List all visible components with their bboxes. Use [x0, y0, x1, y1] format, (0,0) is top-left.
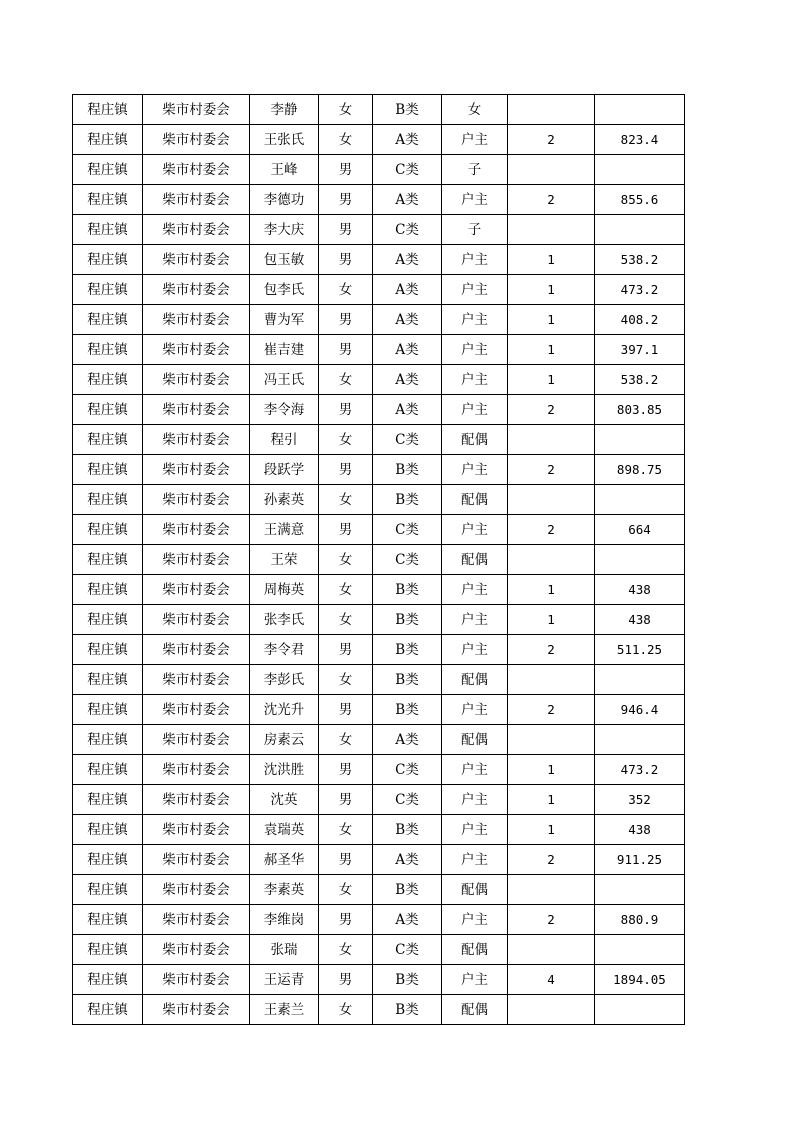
- table-row: [73, 755, 685, 785]
- table-row: [73, 425, 685, 455]
- amount-cell: 438: [595, 575, 685, 605]
- relation-cell: 户主: [442, 305, 508, 335]
- table-row: [73, 785, 685, 815]
- town-cell: 程庄镇: [73, 935, 143, 965]
- amount-cell: [595, 485, 685, 515]
- gender-cell: 女: [319, 485, 373, 515]
- table-row: [73, 905, 685, 935]
- gender-cell: 女: [319, 575, 373, 605]
- amount-cell: [595, 875, 685, 905]
- gender-cell: 女: [319, 365, 373, 395]
- village-cell: 柴市村委会: [143, 905, 250, 935]
- name-cell: 王峰: [250, 155, 319, 185]
- category-cell: B类: [373, 575, 442, 605]
- name-cell: 孙素英: [250, 485, 319, 515]
- town-cell: 程庄镇: [73, 665, 143, 695]
- name-cell: 张李氏: [250, 605, 319, 635]
- category-cell: A类: [373, 245, 442, 275]
- village-cell: 柴市村委会: [143, 425, 250, 455]
- household-size-cell: 1: [508, 575, 595, 605]
- name-cell: 王素兰: [250, 995, 319, 1025]
- relation-cell: 户主: [442, 335, 508, 365]
- amount-cell: [595, 545, 685, 575]
- relation-cell: 户主: [442, 185, 508, 215]
- table-row: [73, 875, 685, 905]
- name-cell: 张瑞: [250, 935, 319, 965]
- amount-cell: 538.2: [595, 245, 685, 275]
- town-cell: 程庄镇: [73, 365, 143, 395]
- category-cell: A类: [373, 275, 442, 305]
- household-size-cell: [508, 725, 595, 755]
- amount-cell: 880.9: [595, 905, 685, 935]
- village-cell: 柴市村委会: [143, 125, 250, 155]
- village-cell: 柴市村委会: [143, 965, 250, 995]
- table-row: [73, 695, 685, 725]
- village-cell: 柴市村委会: [143, 725, 250, 755]
- gender-cell: 男: [319, 155, 373, 185]
- village-cell: 柴市村委会: [143, 935, 250, 965]
- household-size-cell: 2: [508, 395, 595, 425]
- gender-cell: 女: [319, 875, 373, 905]
- relation-cell: 户主: [442, 965, 508, 995]
- table-row: [73, 95, 685, 125]
- name-cell: 包玉敏: [250, 245, 319, 275]
- village-cell: 柴市村委会: [143, 635, 250, 665]
- household-size-cell: 2: [508, 695, 595, 725]
- village-cell: 柴市村委会: [143, 95, 250, 125]
- table-row: [73, 335, 685, 365]
- amount-cell: 473.2: [595, 755, 685, 785]
- gender-cell: 男: [319, 965, 373, 995]
- gender-cell: 男: [319, 335, 373, 365]
- table-row: [73, 125, 685, 155]
- town-cell: 程庄镇: [73, 395, 143, 425]
- amount-cell: [595, 935, 685, 965]
- relation-cell: 户主: [442, 455, 508, 485]
- amount-cell: [595, 995, 685, 1025]
- household-size-cell: [508, 875, 595, 905]
- relation-cell: 配偶: [442, 425, 508, 455]
- relation-cell: 户主: [442, 635, 508, 665]
- relation-cell: 户主: [442, 395, 508, 425]
- amount-cell: 352: [595, 785, 685, 815]
- category-cell: A类: [373, 305, 442, 335]
- amount-cell: [595, 425, 685, 455]
- table-row: [73, 965, 685, 995]
- town-cell: 程庄镇: [73, 425, 143, 455]
- relation-cell: 户主: [442, 695, 508, 725]
- name-cell: 包李氏: [250, 275, 319, 305]
- table-row: [73, 455, 685, 485]
- name-cell: 沈英: [250, 785, 319, 815]
- town-cell: 程庄镇: [73, 155, 143, 185]
- category-cell: B类: [373, 695, 442, 725]
- name-cell: 曹为军: [250, 305, 319, 335]
- name-cell: 李大庆: [250, 215, 319, 245]
- name-cell: 段跃学: [250, 455, 319, 485]
- household-size-cell: 1: [508, 305, 595, 335]
- village-cell: 柴市村委会: [143, 215, 250, 245]
- category-cell: B类: [373, 605, 442, 635]
- town-cell: 程庄镇: [73, 905, 143, 935]
- town-cell: 程庄镇: [73, 575, 143, 605]
- gender-cell: 男: [319, 185, 373, 215]
- category-cell: C类: [373, 935, 442, 965]
- gender-cell: 女: [319, 425, 373, 455]
- relation-cell: 子: [442, 215, 508, 245]
- amount-cell: 946.4: [595, 695, 685, 725]
- table-row: [73, 665, 685, 695]
- table-row: [73, 935, 685, 965]
- category-cell: C类: [373, 155, 442, 185]
- table-row: [73, 305, 685, 335]
- town-cell: 程庄镇: [73, 605, 143, 635]
- town-cell: 程庄镇: [73, 455, 143, 485]
- gender-cell: 女: [319, 95, 373, 125]
- amount-cell: 911.25: [595, 845, 685, 875]
- amount-cell: 511.25: [595, 635, 685, 665]
- gender-cell: 男: [319, 305, 373, 335]
- name-cell: 李令君: [250, 635, 319, 665]
- amount-cell: 438: [595, 605, 685, 635]
- category-cell: A类: [373, 395, 442, 425]
- category-cell: C类: [373, 755, 442, 785]
- gender-cell: 男: [319, 905, 373, 935]
- village-cell: 柴市村委会: [143, 665, 250, 695]
- household-size-cell: 1: [508, 605, 595, 635]
- household-size-cell: 2: [508, 125, 595, 155]
- town-cell: 程庄镇: [73, 815, 143, 845]
- household-size-cell: 1: [508, 785, 595, 815]
- village-cell: 柴市村委会: [143, 545, 250, 575]
- amount-cell: [595, 725, 685, 755]
- table-row: [73, 845, 685, 875]
- household-size-cell: 4: [508, 965, 595, 995]
- name-cell: 王荣: [250, 545, 319, 575]
- relation-cell: 户主: [442, 785, 508, 815]
- village-cell: 柴市村委会: [143, 875, 250, 905]
- gender-cell: 男: [319, 695, 373, 725]
- relation-cell: 女: [442, 95, 508, 125]
- village-cell: 柴市村委会: [143, 995, 250, 1025]
- gender-cell: 女: [319, 725, 373, 755]
- village-cell: 柴市村委会: [143, 785, 250, 815]
- category-cell: C类: [373, 215, 442, 245]
- relation-cell: 配偶: [442, 485, 508, 515]
- gender-cell: 男: [319, 215, 373, 245]
- town-cell: 程庄镇: [73, 755, 143, 785]
- town-cell: 程庄镇: [73, 635, 143, 665]
- relation-cell: 户主: [442, 755, 508, 785]
- village-cell: 柴市村委会: [143, 305, 250, 335]
- gender-cell: 女: [319, 935, 373, 965]
- town-cell: 程庄镇: [73, 95, 143, 125]
- village-cell: 柴市村委会: [143, 605, 250, 635]
- gender-cell: 女: [319, 275, 373, 305]
- gender-cell: 女: [319, 125, 373, 155]
- village-cell: 柴市村委会: [143, 695, 250, 725]
- category-cell: A类: [373, 125, 442, 155]
- category-cell: A类: [373, 185, 442, 215]
- category-cell: C类: [373, 515, 442, 545]
- name-cell: 崔吉建: [250, 335, 319, 365]
- amount-cell: 397.1: [595, 335, 685, 365]
- name-cell: 沈光升: [250, 695, 319, 725]
- village-cell: 柴市村委会: [143, 275, 250, 305]
- name-cell: 王运青: [250, 965, 319, 995]
- name-cell: 沈洪胜: [250, 755, 319, 785]
- relation-cell: 户主: [442, 275, 508, 305]
- village-cell: 柴市村委会: [143, 245, 250, 275]
- village-cell: 柴市村委会: [143, 395, 250, 425]
- category-cell: B类: [373, 995, 442, 1025]
- name-cell: 郝圣华: [250, 845, 319, 875]
- gender-cell: 男: [319, 635, 373, 665]
- category-cell: B类: [373, 635, 442, 665]
- amount-cell: [595, 215, 685, 245]
- name-cell: 李德功: [250, 185, 319, 215]
- household-size-cell: 2: [508, 635, 595, 665]
- name-cell: 李维岗: [250, 905, 319, 935]
- amount-cell: 473.2: [595, 275, 685, 305]
- table-row: [73, 995, 685, 1025]
- gender-cell: 男: [319, 845, 373, 875]
- relation-cell: 户主: [442, 905, 508, 935]
- town-cell: 程庄镇: [73, 845, 143, 875]
- amount-cell: 855.6: [595, 185, 685, 215]
- amount-cell: 664: [595, 515, 685, 545]
- gender-cell: 男: [319, 515, 373, 545]
- table-row: [73, 815, 685, 845]
- name-cell: 周梅英: [250, 575, 319, 605]
- household-table: [72, 94, 685, 1025]
- household-size-cell: [508, 215, 595, 245]
- gender-cell: 女: [319, 605, 373, 635]
- amount-cell: 438: [595, 815, 685, 845]
- table-row: [73, 485, 685, 515]
- relation-cell: 配偶: [442, 995, 508, 1025]
- amount-cell: [595, 95, 685, 125]
- town-cell: 程庄镇: [73, 545, 143, 575]
- relation-cell: 户主: [442, 845, 508, 875]
- household-size-cell: 2: [508, 185, 595, 215]
- town-cell: 程庄镇: [73, 515, 143, 545]
- name-cell: 李彭氏: [250, 665, 319, 695]
- household-size-cell: 2: [508, 905, 595, 935]
- category-cell: A类: [373, 845, 442, 875]
- town-cell: 程庄镇: [73, 335, 143, 365]
- household-size-cell: [508, 935, 595, 965]
- household-size-cell: [508, 995, 595, 1025]
- name-cell: 袁瑞英: [250, 815, 319, 845]
- amount-cell: 803.85: [595, 395, 685, 425]
- relation-cell: 户主: [442, 605, 508, 635]
- category-cell: B类: [373, 665, 442, 695]
- household-size-cell: 2: [508, 455, 595, 485]
- gender-cell: 男: [319, 395, 373, 425]
- table-row: [73, 365, 685, 395]
- village-cell: 柴市村委会: [143, 185, 250, 215]
- household-size-cell: [508, 95, 595, 125]
- table-row: [73, 215, 685, 245]
- relation-cell: 户主: [442, 245, 508, 275]
- amount-cell: 408.2: [595, 305, 685, 335]
- gender-cell: 男: [319, 455, 373, 485]
- category-cell: A类: [373, 725, 442, 755]
- category-cell: B类: [373, 455, 442, 485]
- table-row: [73, 635, 685, 665]
- gender-cell: 女: [319, 665, 373, 695]
- name-cell: 房素云: [250, 725, 319, 755]
- town-cell: 程庄镇: [73, 245, 143, 275]
- household-size-cell: [508, 665, 595, 695]
- category-cell: B类: [373, 95, 442, 125]
- name-cell: 冯王氏: [250, 365, 319, 395]
- relation-cell: 子: [442, 155, 508, 185]
- category-cell: B类: [373, 875, 442, 905]
- table-row: [73, 515, 685, 545]
- gender-cell: 男: [319, 755, 373, 785]
- gender-cell: 女: [319, 995, 373, 1025]
- town-cell: 程庄镇: [73, 215, 143, 245]
- household-size-cell: 1: [508, 755, 595, 785]
- village-cell: 柴市村委会: [143, 455, 250, 485]
- relation-cell: 配偶: [442, 725, 508, 755]
- table-row: [73, 155, 685, 185]
- household-size-cell: 1: [508, 815, 595, 845]
- name-cell: 程引: [250, 425, 319, 455]
- town-cell: 程庄镇: [73, 485, 143, 515]
- relation-cell: 户主: [442, 515, 508, 545]
- category-cell: C类: [373, 425, 442, 455]
- household-size-cell: [508, 485, 595, 515]
- village-cell: 柴市村委会: [143, 845, 250, 875]
- gender-cell: 女: [319, 815, 373, 845]
- table-row: [73, 605, 685, 635]
- table-row: [73, 725, 685, 755]
- town-cell: 程庄镇: [73, 995, 143, 1025]
- table-row: [73, 275, 685, 305]
- name-cell: 王张氏: [250, 125, 319, 155]
- village-cell: 柴市村委会: [143, 515, 250, 545]
- category-cell: C类: [373, 545, 442, 575]
- table-body: [73, 95, 685, 1025]
- village-cell: 柴市村委会: [143, 485, 250, 515]
- town-cell: 程庄镇: [73, 965, 143, 995]
- town-cell: 程庄镇: [73, 125, 143, 155]
- gender-cell: 男: [319, 245, 373, 275]
- household-size-cell: 1: [508, 245, 595, 275]
- gender-cell: 男: [319, 785, 373, 815]
- household-size-cell: [508, 155, 595, 185]
- table-row: [73, 395, 685, 425]
- relation-cell: 户主: [442, 125, 508, 155]
- category-cell: B类: [373, 965, 442, 995]
- category-cell: A类: [373, 335, 442, 365]
- relation-cell: 配偶: [442, 935, 508, 965]
- relation-cell: 配偶: [442, 545, 508, 575]
- relation-cell: 户主: [442, 575, 508, 605]
- town-cell: 程庄镇: [73, 185, 143, 215]
- relation-cell: 户主: [442, 815, 508, 845]
- relation-cell: 户主: [442, 365, 508, 395]
- amount-cell: [595, 155, 685, 185]
- household-size-cell: 2: [508, 845, 595, 875]
- table-row: [73, 245, 685, 275]
- household-size-cell: [508, 545, 595, 575]
- amount-cell: 898.75: [595, 455, 685, 485]
- town-cell: 程庄镇: [73, 725, 143, 755]
- village-cell: 柴市村委会: [143, 365, 250, 395]
- town-cell: 程庄镇: [73, 785, 143, 815]
- table-row: [73, 545, 685, 575]
- table-row: [73, 185, 685, 215]
- village-cell: 柴市村委会: [143, 575, 250, 605]
- village-cell: 柴市村委会: [143, 335, 250, 365]
- town-cell: 程庄镇: [73, 275, 143, 305]
- amount-cell: 1894.05: [595, 965, 685, 995]
- village-cell: 柴市村委会: [143, 155, 250, 185]
- household-size-cell: 2: [508, 515, 595, 545]
- town-cell: 程庄镇: [73, 305, 143, 335]
- household-size-cell: [508, 425, 595, 455]
- amount-cell: [595, 665, 685, 695]
- amount-cell: 538.2: [595, 365, 685, 395]
- household-size-cell: 1: [508, 275, 595, 305]
- category-cell: A类: [373, 905, 442, 935]
- amount-cell: 823.4: [595, 125, 685, 155]
- relation-cell: 配偶: [442, 875, 508, 905]
- relation-cell: 配偶: [442, 665, 508, 695]
- village-cell: 柴市村委会: [143, 755, 250, 785]
- town-cell: 程庄镇: [73, 695, 143, 725]
- village-cell: 柴市村委会: [143, 815, 250, 845]
- category-cell: B类: [373, 815, 442, 845]
- name-cell: 李静: [250, 95, 319, 125]
- name-cell: 李令海: [250, 395, 319, 425]
- household-size-cell: 1: [508, 335, 595, 365]
- category-cell: A类: [373, 365, 442, 395]
- name-cell: 王满意: [250, 515, 319, 545]
- name-cell: 李素英: [250, 875, 319, 905]
- gender-cell: 女: [319, 545, 373, 575]
- category-cell: C类: [373, 785, 442, 815]
- table-row: [73, 575, 685, 605]
- household-size-cell: 1: [508, 365, 595, 395]
- town-cell: 程庄镇: [73, 875, 143, 905]
- category-cell: B类: [373, 485, 442, 515]
